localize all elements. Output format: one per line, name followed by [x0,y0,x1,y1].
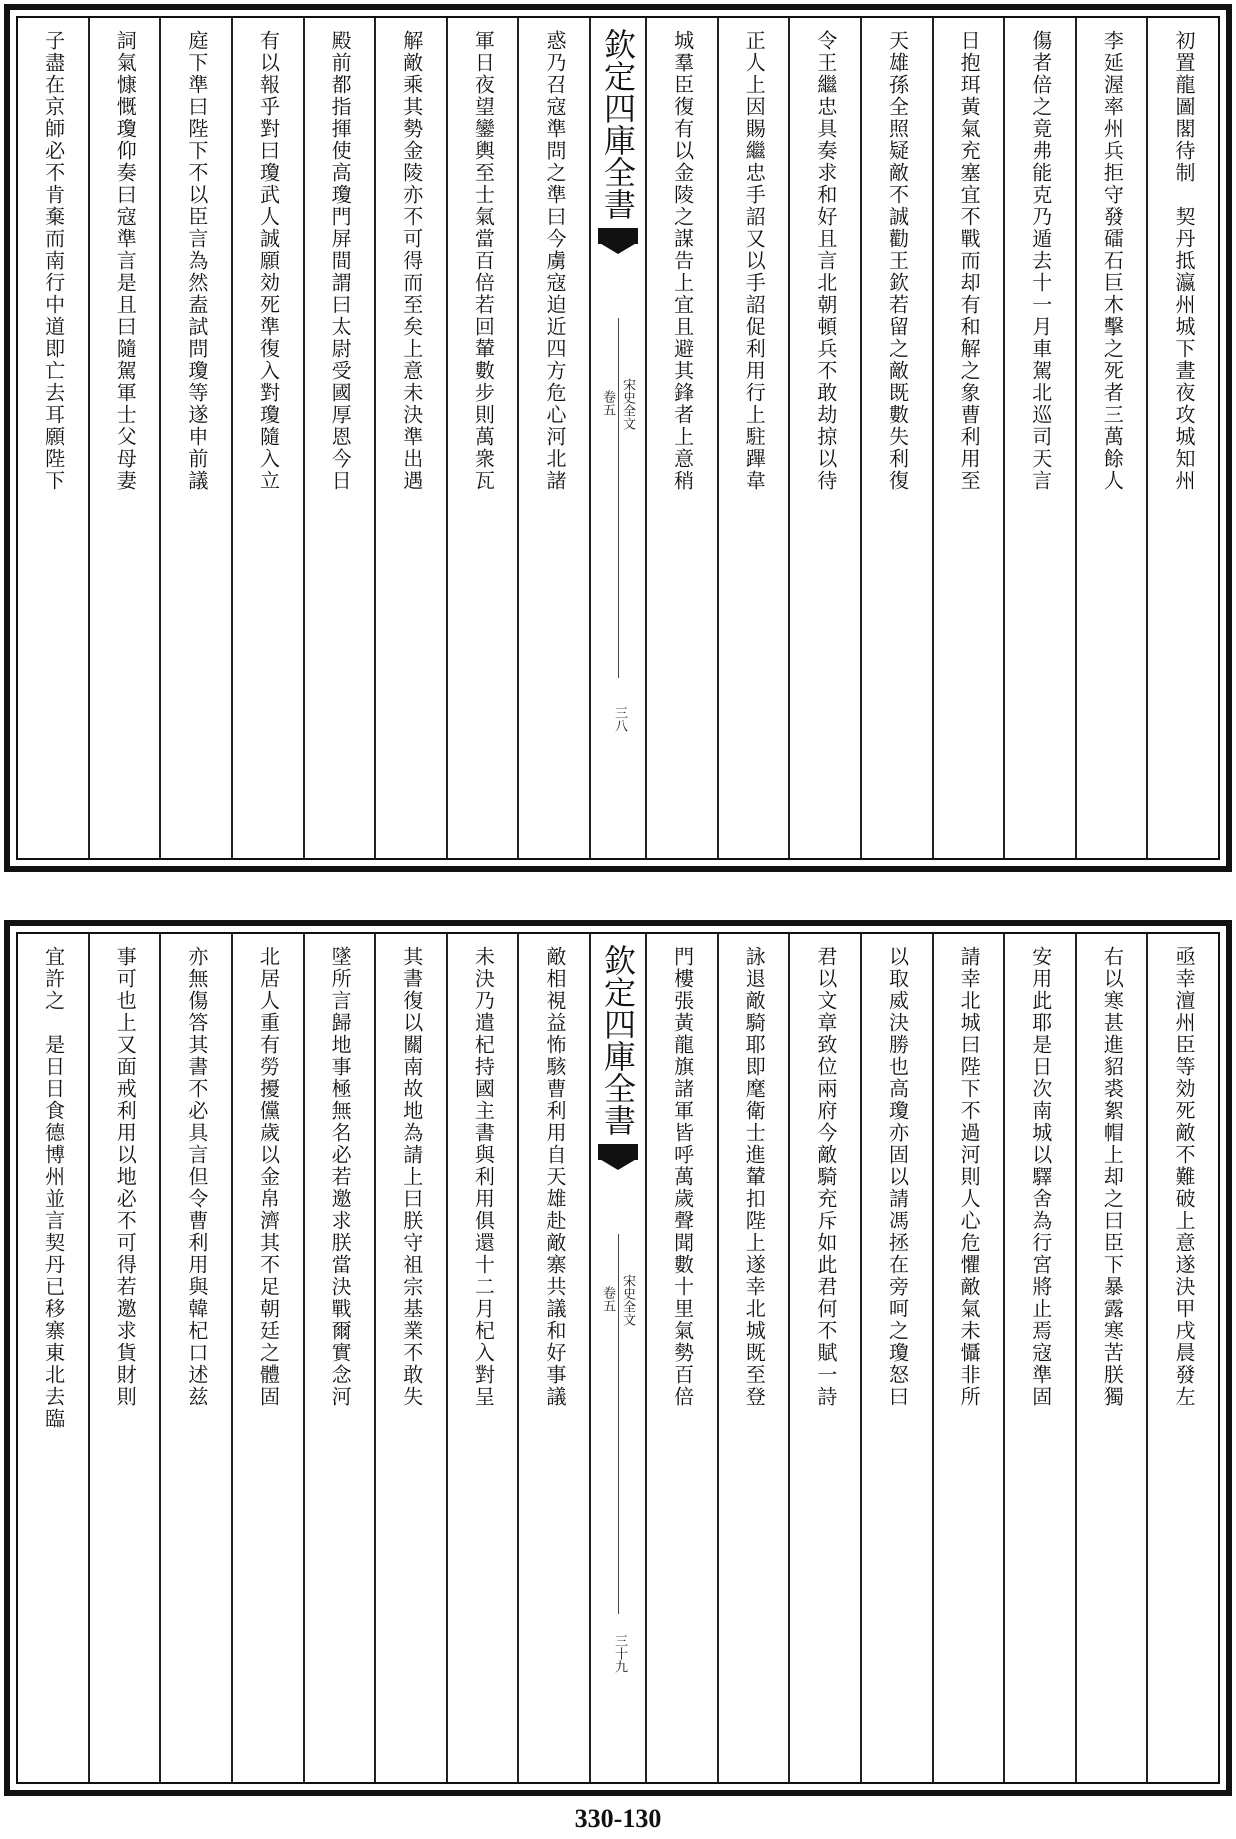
text-column: 其書復以關南故地為請上曰朕守祖宗基業不敢失 [374,934,446,1782]
fish-tail-mark [598,228,638,254]
text-column: 亟幸澶州臣等効死敵不難破上意遂決甲戌晨發左 [1146,934,1218,1782]
text-column: 解敵乘其勢金陵亦不可得而至矣上意未決準出遇 [374,18,446,858]
text-column: 詞氣慷慨瓊仰奏曰寇準言是且曰隨駕軍士父母妻 [88,18,160,858]
collection-title: 欽定四庫全書 [599,944,637,1136]
book-title: 宋史全文 [620,1274,635,1326]
fold-rule [618,318,619,678]
volume-label: 卷五 [600,1286,615,1312]
text-column: 事可也上又面戒利用以地必不可得若邀求貨財則 [88,934,160,1782]
page-bottom [4,920,1232,1796]
text-column: 李延渥率州兵拒守發礌石巨木擊之死者三萬餘人 [1075,18,1147,858]
text-column: 右以寒甚進貂裘絮帽上却之曰臣下暴露寒苦朕獨 [1075,934,1147,1782]
book-title: 宋史全文 [620,378,635,430]
text-column: 天雄孫全照疑敵不誠勸王欽若留之敵既數失利復 [860,18,932,858]
page-top-frame [16,16,1220,860]
text-column: 墜所言歸地事極無名必若邀求朕當決戰爾實念河 [303,934,375,1782]
volume-label: 卷五 [600,390,615,416]
text-column: 門樓張黃龍旗諸軍皆呼萬歲聲聞數十里氣勢百倍 [645,934,717,1782]
collection-title: 欽定四庫全書 [599,28,637,220]
fish-tail-mark [598,1144,638,1170]
text-column: 以取威決勝也高瓊亦固以請馮拯在旁呵之瓊怒曰 [860,934,932,1782]
text-column: 正人上因賜繼忠手詔又以手詔促利用行上駐蹕韋 [717,18,789,858]
center-fold [589,934,645,1782]
text-column: 殿前都指揮使高瓊門屏間謂曰太尉受國厚恩今日 [303,18,375,858]
text-column: 日抱珥黃氣充塞宜不戰而却有和解之象曹利用至 [932,18,1004,858]
leaf-number: 三八 [612,706,627,732]
text-column: 惑乃召寇準問之準曰今虜寇迫近四方危心河北諸 [517,18,589,858]
leaf-number: 三十九 [612,1634,627,1673]
text-column: 請幸北城曰陛下不過河則人心危懼敵氣未懾非所 [932,934,1004,1782]
page-top-columns [18,18,1218,858]
text-column: 北居人重有勞擾儻歲以金帛濟其不足朝廷之體固 [231,934,303,1782]
text-column: 傷者倍之竟弗能克乃遁去十一月車駕北巡司天言 [1003,18,1075,858]
text-column: 軍日夜望鑾輿至士氣當百倍若回輦數步則萬衆瓦 [446,18,518,858]
page-bottom-columns [18,934,1218,1782]
text-column: 子盡在京師必不肯棄而南行中道即亡去耳願陛下 [41,30,66,492]
text-column: 宜許之 是日日食德博州並言契丹已移寨東北去臨 [41,946,66,1430]
page-number: 330-130 [574,1804,662,1833]
fold-rule [618,1234,619,1614]
page-top [4,4,1232,872]
center-fold [589,18,645,858]
text-column: 安用此耶是日次南城以驛舍為行宮將止焉寇準固 [1003,934,1075,1782]
text-column: 庭下準曰陛下不以臣言為然盍試問瓊等遂申前議 [159,18,231,858]
text-column: 敵相視益怖駭曹利用自天雄赴敵寨共議和好事議 [517,934,589,1782]
text-column: 詠退敵騎耶即麾衛士進輦扣陛上遂幸北城既至登 [717,934,789,1782]
text-column: 城羣臣復有以金陵之謀告上宜且避其鋒者上意稍 [645,18,717,858]
text-column: 初置龍圖閣待制 契丹抵瀛州城下晝夜攻城知州 [1146,18,1218,858]
text-column: 有以報乎對曰瓊武人誠願効死準復入對瓊隨入立 [231,18,303,858]
text-column: 君以文章致位兩府今敵騎充斥如此君何不賦一詩 [788,934,860,1782]
text-column: 亦無傷答其書不必具言但令曹利用與韓杞口述兹 [159,934,231,1782]
page-bottom-frame [16,932,1220,1784]
text-column: 未決乃遣杞持國主書與利用俱還十二月杞入對呈 [446,934,518,1782]
text-column: 令王繼忠具奏求和好且言北朝頓兵不敢劫掠以待 [788,18,860,858]
